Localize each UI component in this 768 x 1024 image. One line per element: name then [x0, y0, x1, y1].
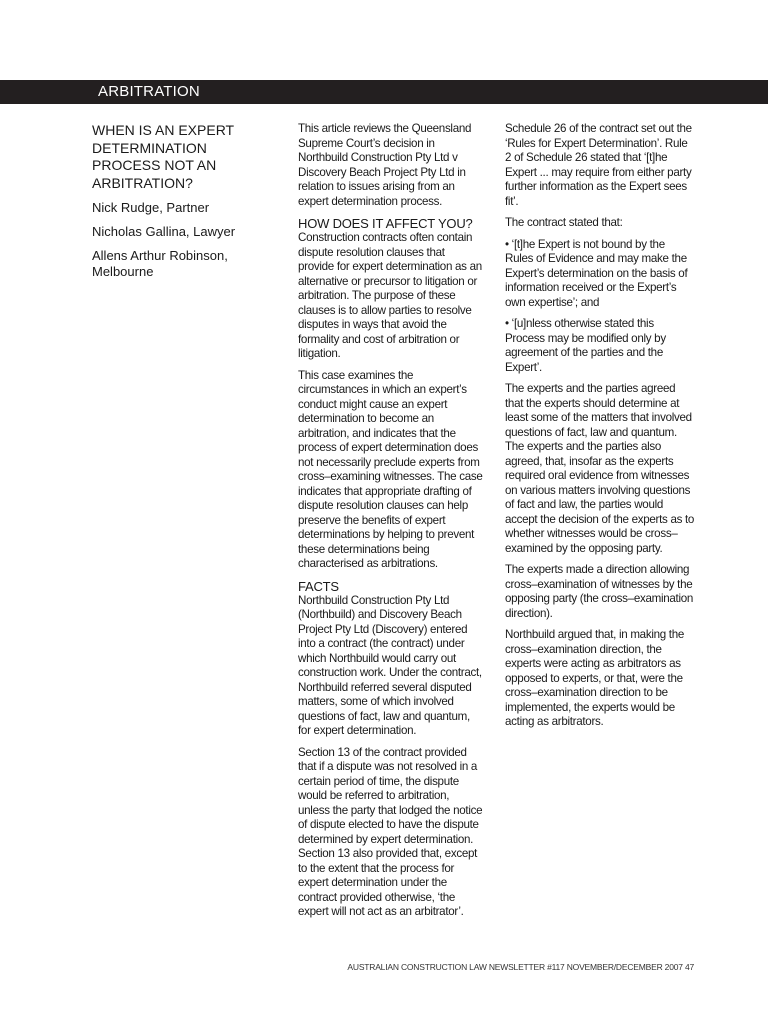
body-paragraph: Construction contracts often contain dispute resolution clauses that provide for expert determination as an alternative or precursor to litigation or arbitration. The purpose of these clauses is to allow parties to resolve disputes in ways that avoid the formality and cost of arbitration or litigation.: [298, 231, 482, 360]
page-footer: AUSTRALIAN CONSTRUCTION LAW NEWSLETTER #117 NOVEMBER/DECEMBER 2007 47: [347, 962, 694, 972]
body-paragraph: The contract stated that:: [505, 216, 623, 229]
article-header-column: [92, 122, 272, 288]
body-paragraph: The experts made a direction allowing cross–examination of witnesses by the opposing party (the cross–examination direction).: [505, 563, 694, 620]
section-banner: [0, 80, 768, 104]
article-title: WHEN IS AN EXPERT DETERMINATION PROCESS NOT AN ARBITRATION?: [92, 122, 234, 191]
section-heading: HOW DOES IT AFFECT YOU?: [298, 216, 473, 231]
body-paragraph: Section 13 of the contract provided that if a dispute was not resolved in a certain period of time, the dispute would be referred to arbitration, unless the party that lodged the notice of dispute elected to have the dispute determined by expert determination. Section 13 also provided that, except to the extent that the process for expert determination under the contract provided otherwise, ‘the expert will not act as an arbitrator’.: [298, 745, 483, 918]
article-column-2: [505, 122, 695, 737]
intro-paragraph: This article reviews the Queensland Supreme Court’s decision in Northbuild Construction Pty Ltd v Discovery Beach Project Pty Ltd in relation to issues arising from an expert determination process.: [298, 122, 472, 208]
body-paragraph: Northbuild Construction Pty Ltd (Northbuild) and Discovery Beach Project Pty Ltd (Discovery) entered into a contract (the contract) under which Northbuild would carry out construction work. Under the contract, Northbuild referred several disputed matters, some of which involved questions of fact, law and quantum, for expert determination.: [298, 593, 482, 737]
section-heading: FACTS: [298, 578, 339, 594]
body-paragraph: Northbuild argued that, in making the cross–examination direction, the experts were acting as arbitrators as opposed to experts, or that, were the cross–examination direction to be implemented, the experts would be acting as arbitrators.: [505, 628, 685, 728]
body-paragraph: The experts and the parties agreed that the experts should determine at least some of the matters that involved questions of fact, law and quantum. The experts and the parties also agreed, that, insofar as the experts required oral evidence from witnesses on various matters involving questions of fact and law, the parties would accept the decision of the experts as to whether witnesses would be cross–examined by the opposing party.: [505, 382, 695, 555]
article-column-1: [298, 122, 483, 927]
bullet-item: • ‘[t]he Expert is not bound by the Rules of Evidence and may make the Expert’s determination on the basis of information received or the Expert’s own expertise’; and: [505, 237, 688, 309]
author-line: Nick Rudge, Partner: [92, 200, 210, 215]
body-paragraph: This case examines the circumstances in which an expert’s conduct might cause an expert determination to become an arbitration, and indicates that the process of expert determination does not necessarily preclude experts from cross–examining witnesses. The case indicates that appropriate drafting of dispute resolution clauses can help preserve the benefits of expert determinations by helping to prevent these determinations being characterised as arbitrations.: [298, 368, 483, 570]
body-paragraph: Schedule 26 of the contract set out the ‘Rules for Expert Determination’. Rule 2 of Schedule 26 stated that ‘[t]he Expert ... may require from either party further information as the Expert sees fit’.: [505, 122, 692, 208]
bullet-item: • ‘[u]nless otherwise stated this Process may be modified only by agreement of the parties and the Expert’.: [505, 317, 666, 374]
author-line: Nicholas Gallina, Lawyer: [92, 224, 236, 239]
section-label: ARBITRATION: [98, 83, 200, 100]
author-affiliation: Allens Arthur Robinson, Melbourne: [92, 248, 228, 279]
